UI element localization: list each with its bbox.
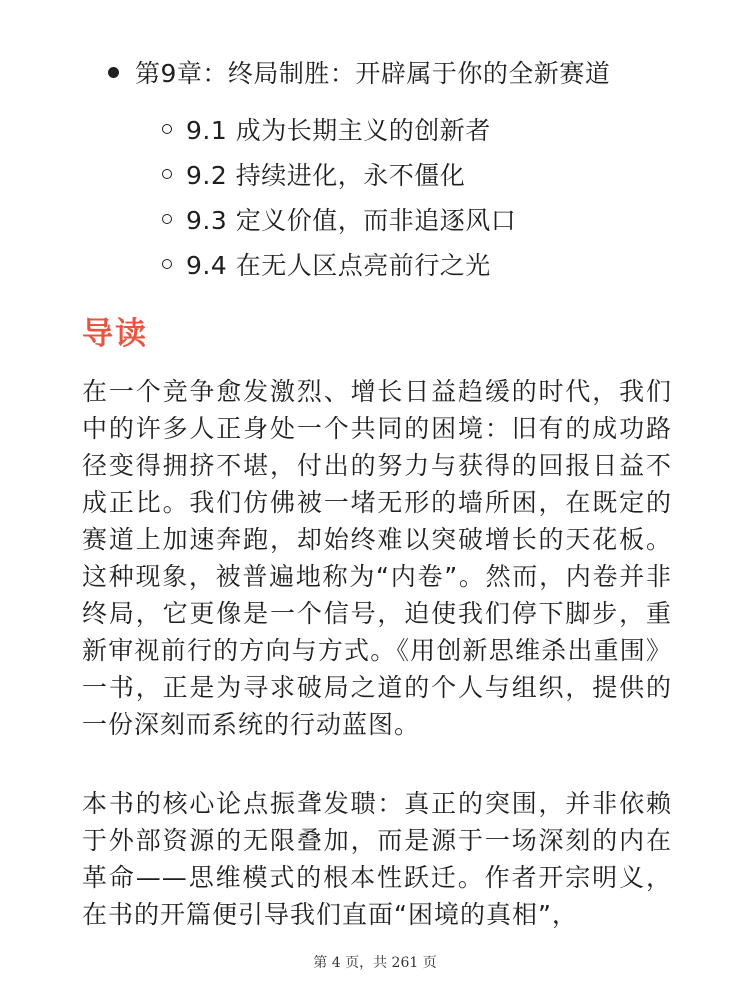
bullet-circle-icon	[162, 169, 172, 179]
body-paragraph: 本书的核心论点振聋发聩：真正的突围，并非依赖于外部资源的无限叠加，而是源于一场深刻的内在革命——思维模式的根本性跃迁。作者开宗明义，在书的开篇便引导我们直面“困境的真相”，	[82, 789, 672, 929]
section-title: 9.4 在无人区点亮前行之光	[186, 250, 491, 280]
bullet-circle-icon	[162, 124, 172, 134]
section-title: 9.1 成为长期主义的创新者	[186, 115, 491, 145]
bullet-disc-icon	[108, 67, 119, 78]
page-number-footer: 第 4 页，共 261 页	[313, 955, 437, 971]
chapter-list-item	[108, 50, 610, 94]
section-list-item	[162, 106, 516, 151]
section-list-item	[162, 241, 516, 286]
body-paragraph: 在一个竞争愈发激烈、增长日益趋缓的时代，我们中的许多人正身处一个共同的困境：旧有的成功路径变得拥挤不堪，付出的努力与获得的回报日益不成正比。我们仿佛被一堵无形的墙所困，在既定的赛道上加速奔跑，却始终难以突破增长的天花板。这种现象，被普遍地称为“内卷”。然而，内卷并非终局，它更像是一个信号，迫使我们停下脚步，重新审视前行的方向与方式。《用创新思维杀出重围》一书，正是为寻求破局之道的个人与组织，提供的一份深刻而系统的行动蓝图。	[82, 377, 672, 739]
chapter-title: 第9章：终局制胜：开辟属于你的全新赛道	[135, 59, 611, 88]
section-list-item	[162, 151, 516, 196]
section-title: 9.2 持续进化，永不僵化	[186, 160, 466, 190]
section-title: 9.3 定义价值，而非追逐风口	[186, 205, 517, 235]
section-list-item	[162, 196, 516, 241]
section-list	[162, 106, 516, 286]
section-heading: 导读	[82, 316, 148, 352]
bullet-circle-icon	[162, 214, 172, 224]
bullet-circle-icon	[162, 259, 172, 269]
